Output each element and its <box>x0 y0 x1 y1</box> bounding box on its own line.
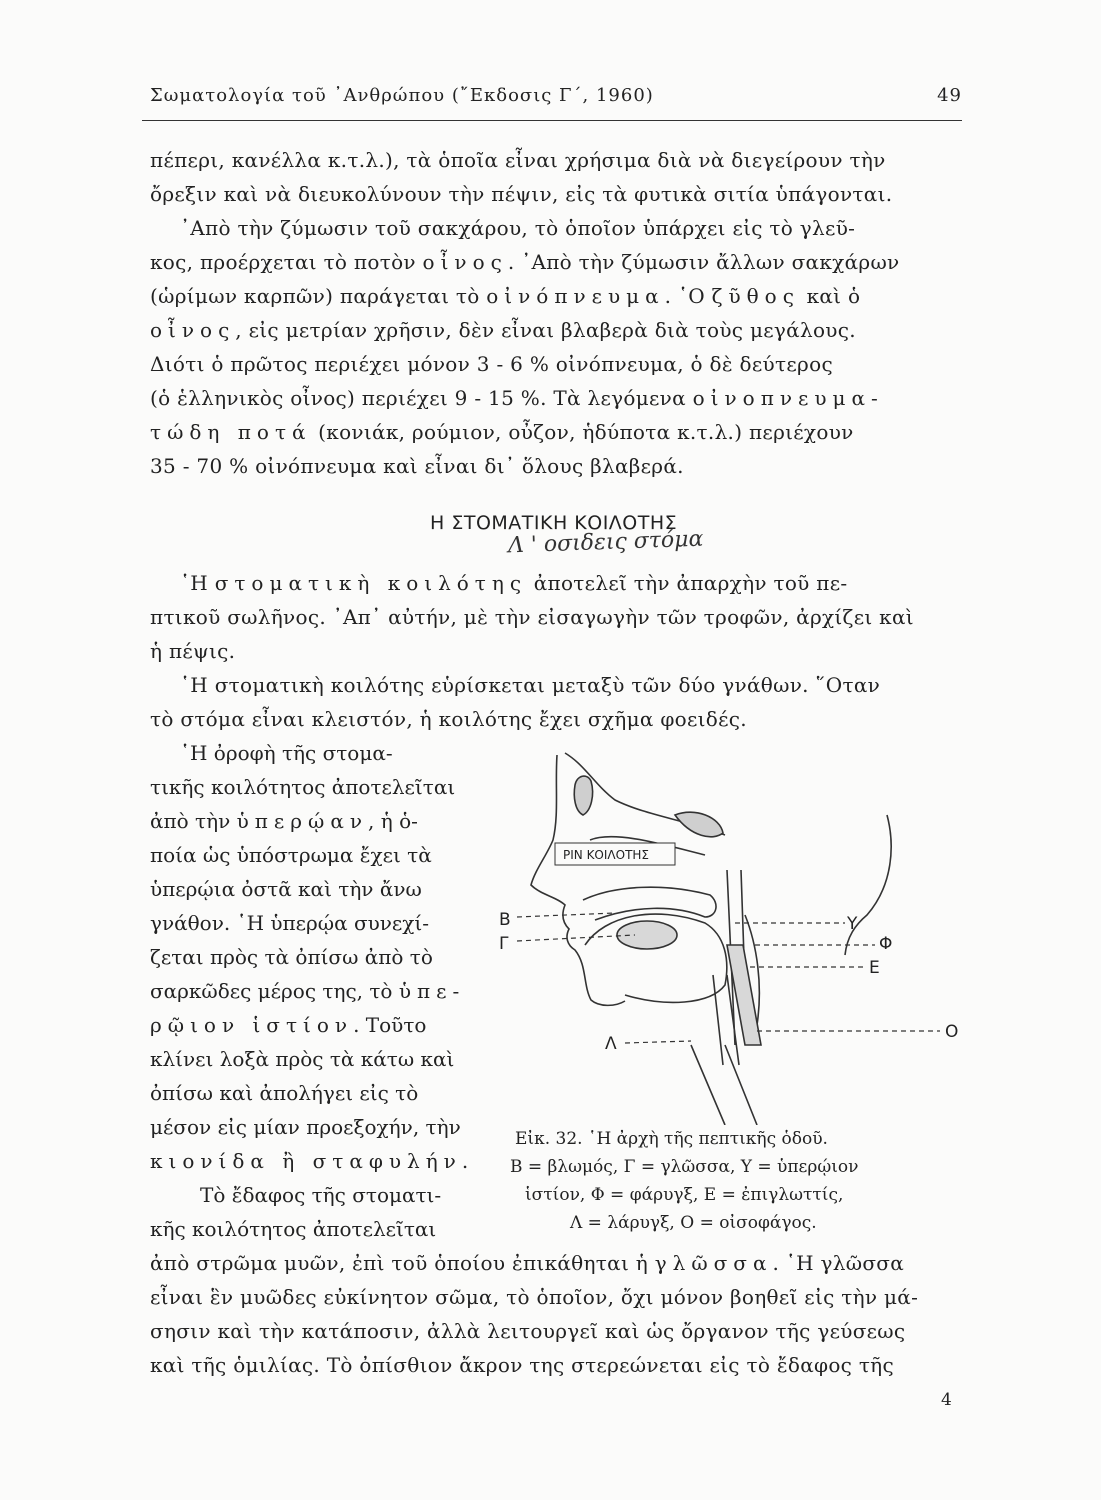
text-line: σαρκῶδες μέρος της, τὸ ὑπε- <box>150 979 466 1003</box>
text-line: ρῷιον ἱστίον. Τοῦτο <box>150 1013 427 1037</box>
text-line: πτικοῦ σωλῆνος. ᾿Απ᾿ αὐτήν, μὲ τὴν εἰσαγωγὴν τῶν τροφῶν, ἀρχίζει καὶ <box>150 605 914 629</box>
text-line: Τὸ ἔδαφος τῆς στοματι- <box>200 1183 442 1207</box>
text-line: καὶ τῆς ὁμιλίας. Τὸ ὀπίσθιον ἄκρον της στερεώνεται εἰς τὸ ἔδαφος τῆς <box>150 1353 894 1377</box>
label-e: Ε <box>869 958 880 978</box>
figure-caption-line: Εἰκ. 32. ῾Η ἀρχὴ τῆς πεπτικῆς ὁδοῦ. <box>515 1129 828 1149</box>
text-line: 35 - 70 % οἰνόπνευμα καὶ εἶναι δι᾿ ὅλους βλαβερά. <box>150 454 684 478</box>
label-y: Υ <box>847 914 858 934</box>
handwritten-annotation: Λ ' οσιδεις στόμα <box>507 526 704 559</box>
label-f: Φ <box>879 934 893 954</box>
text-line: πέπερι, κανέλλα κ.τ.λ.), τὰ ὁποῖα εἶναι χρήσιμα διὰ νὰ διεγείρουν τὴν <box>150 148 886 172</box>
label-o: Ο <box>945 1022 959 1042</box>
figure-caption-line: ἱστίον, Φ = φάρυγξ, Ε = ἐπιγλωττίς, <box>525 1185 844 1205</box>
spaced-term: ζῦθος <box>711 284 800 308</box>
neck <box>691 1045 757 1125</box>
palate <box>583 887 716 920</box>
text-line: ἀπὸ στρῶμα μυῶν, ἐπὶ τοῦ ὁποίου ἐπικάθηται ἡ γλῶσσα. ῾Η γλῶσσα <box>150 1251 905 1275</box>
spaced-term: ὑπερῴαν <box>236 809 369 833</box>
spaced-term: κιονίδα ἢ σταφυλήν <box>150 1149 462 1173</box>
spaced-term: οἰνοπνευμα- <box>692 386 884 410</box>
text-line: τικῆς κοιλότητος ἀποτελεῖται <box>150 775 456 799</box>
header-rule <box>142 120 962 121</box>
nasal-cavity-label <box>555 843 675 865</box>
text-line: ῾Η στοματικὴ κοιλότης ἀποτελεῖ τὴν ἀπαρχὴν τοῦ πε- <box>180 571 848 595</box>
text-line: ὑπερῴια ὀστᾶ καὶ τὴν ἄνω <box>150 877 422 901</box>
header-title: Σωματολογία τοῦ ᾿Ανθρώπου (῎Εκδοσις Γ΄, 1960) <box>150 85 654 106</box>
text-line: τώδη ποτά (κονιάκ, ρούμιον, οὖζον, ἡδύποτα κ.τ.λ.) περιέχουν <box>150 420 854 444</box>
text-line: (ὁ ἑλληνικὸς οἶνος) περιέχει 9 - 15 %. Τὰ λεγόμενα οἰνοπνευμα- <box>150 386 884 410</box>
text-line: ᾿Απὸ τὴν ζύμωσιν τοῦ σακχάρου, τὸ ὁποῖον ὑπάρχει εἰς τὸ γλεῦ- <box>180 216 856 240</box>
spaced-term: ὑπε- <box>398 979 466 1003</box>
text-line: ὄρεξιν καὶ νὰ διευκολύνουν τὴν πέψιν, εἰς τὰ φυτικὰ σιτία ὑπάγονται. <box>150 182 893 206</box>
svg-text:ΡΙΝ ΚΟΙΛΟΤΗΣ: ΡΙΝ ΚΟΙΛΟΤΗΣ <box>563 848 650 862</box>
text-line: ἡ πέψις. <box>150 639 236 663</box>
figure-caption-line: Β = βλωμός, Γ = γλῶσσα, Υ = ὑπερῴιον <box>510 1157 859 1177</box>
text-line: κος, προέρχεται τὸ ποτὸν οἶνος. ᾿Απὸ τὴν ζύμωσιν ἄλλων σακχάρων <box>150 250 900 274</box>
text-line: σησιν καὶ τὴν κατάποσιν, ἀλλὰ λειτουργεῖ καὶ ὡς ὄργανον τῆς γεύσεως <box>150 1319 906 1343</box>
anatomy-figure <box>495 745 965 1125</box>
text-line: μέσον εἰς μίαν προεξοχήν, τὴν <box>150 1115 461 1139</box>
label-b: Β <box>499 910 511 930</box>
section-heading: Η ΣΤΟΜΑΤΙΚΗ ΚΟΙΛΟΤΗΣ <box>430 512 678 534</box>
signature-mark: 4 <box>941 1390 952 1410</box>
text-line: (ὡρίμων καρπῶν) παράγεται τὸ οἰνόπνευμα. ῾Ο ζῦθος καὶ ὁ <box>150 284 861 308</box>
text-line: ζεται πρὸς τὰ ὀπίσω ἀπὸ τὸ <box>150 945 433 969</box>
label-g: Γ <box>499 934 509 954</box>
text-line: κλίνει λοξὰ πρὸς τὰ κάτω καὶ <box>150 1047 455 1071</box>
text-line: Διότι ὁ πρῶτος περιέχει μόνον 3 - 6 % οἰνόπνευμα, ὁ δὲ δεύτερος <box>150 352 833 376</box>
spaced-term: οἶνος <box>422 250 508 274</box>
text-line: ῾Η στοματικὴ κοιλότης εὑρίσκεται μεταξὺ τῶν δύο γνάθων. ῞Οταν <box>180 673 881 697</box>
text-line: γνάθον. ῾Η ὑπερῴα συνεχί- <box>150 911 430 935</box>
text-line: κιονίδα ἢ σταφυλήν. <box>150 1149 469 1173</box>
text-line: εἶναι ἓν μυῶδες εὐκίνητον σῶμα, τὸ ὁποῖον, ὄχι μόνον βοηθεῖ εἰς τὴν μά- <box>150 1285 919 1309</box>
text-line: ῾Η ὀροφὴ τῆς στομα- <box>180 741 393 765</box>
page-number: 49 <box>937 85 962 106</box>
text-line: κῆς κοιλότητος ἀποτελεῖται <box>150 1217 437 1241</box>
spaced-term: γλῶσσα <box>654 1251 773 1275</box>
text-line: ποία ὡς ὑπόστρωμα ἔχει τὰ <box>150 843 432 867</box>
spaced-term: οἰνόπνευμα <box>486 284 665 308</box>
label-l: Λ <box>605 1034 617 1054</box>
spaced-term: οἶνος <box>150 318 236 342</box>
text-line: τὸ στόμα εἶναι κλειστόν, ἡ κοιλότης ἔχει σχῆμα φοειδές. <box>150 707 747 731</box>
figure-caption-line: Λ = λάρυγξ, Ο = οἰσοφάγος. <box>570 1213 817 1233</box>
spaced-term: τώδη ποτά <box>150 420 312 444</box>
text-line: ὀπίσω καὶ ἀπολήγει εἰς τὸ <box>150 1081 419 1105</box>
spaced-term: ρῷιον ἱστίον <box>150 1013 354 1037</box>
text-line: ἀπὸ τὴν ὑπερῴαν, ἡ ὁ- <box>150 809 418 833</box>
spaced-term: στοματικὴ κοιλότης <box>214 571 528 595</box>
text-line: οἶνος, εἰς μετρίαν χρῆσιν, δὲν εἶναι βλαβερὰ διὰ τοὺς μεγάλους. <box>150 318 856 342</box>
